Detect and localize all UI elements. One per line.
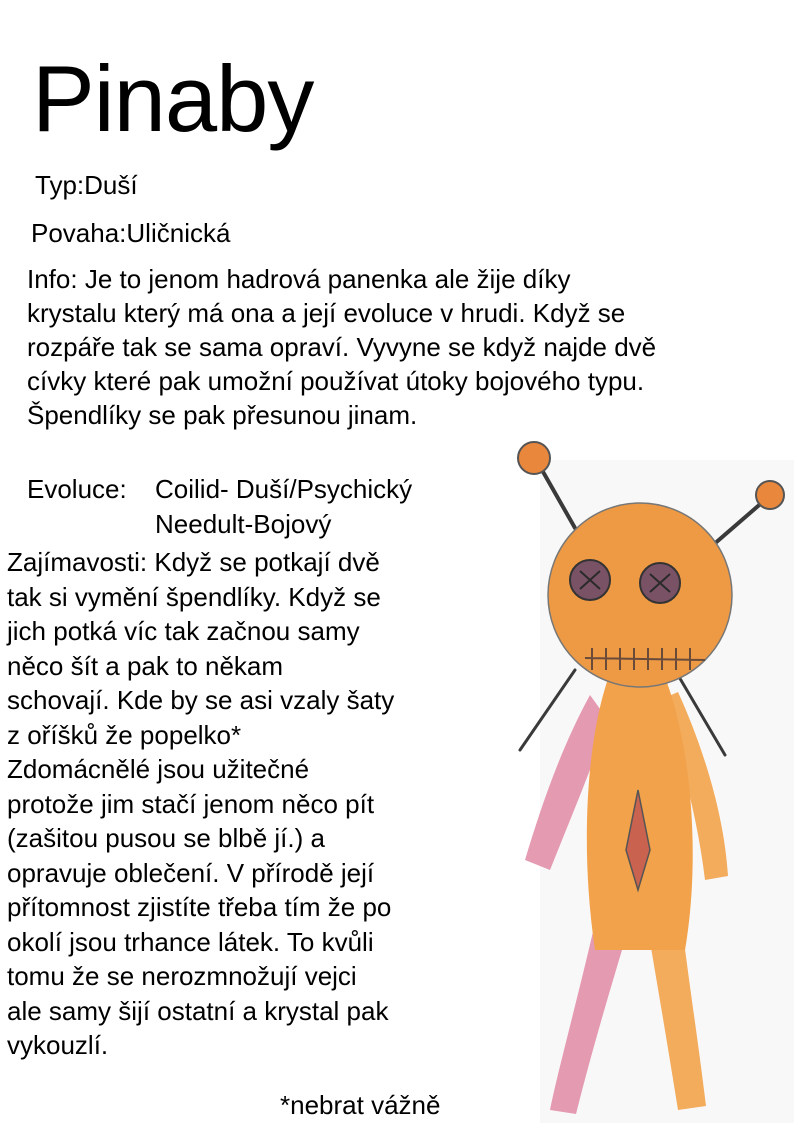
trivia-paragraph [7, 545, 394, 1063]
trivia-line: vykouzlí. [7, 1030, 109, 1060]
evolution-line: Coilid- Duší/Psychický [155, 474, 413, 504]
evolution-label: Evoluce: [27, 474, 127, 504]
info-line: Špendlíky se pak přesunou jinam. [27, 400, 418, 430]
info-line: krystalu který má ona a její evoluce v hrudi. Když se [27, 298, 626, 328]
trivia-line: (zašitou pusou se blbě jí.) a [7, 823, 325, 853]
trivia-line: Zajímavosti: Když se potkají dvě [7, 547, 380, 577]
type-line: Typ:Duší [35, 170, 138, 200]
trivia-line: z oříšků že popelko* [7, 719, 242, 750]
footnote: *nebrat vážně [280, 1090, 441, 1120]
trivia-line: opravuje oblečení. V přírodě její [7, 857, 375, 888]
info-line: rozpáře tak se sama opraví. Vyvyne se když najde dvě [27, 332, 657, 362]
info-line: cívky které pak umožní používat útoky bojového typu. [27, 366, 645, 396]
trivia-line: tomu že se nerozmnožují vejci [7, 961, 357, 991]
page-title: Pinaby [32, 46, 314, 151]
trivia-line: přítomnost zjistíte třeba tím že po [7, 892, 392, 922]
trivia-line: schovají. Kde by se asi vzaly šaty [7, 685, 395, 715]
evolution-line: Needult-Bojový [155, 509, 332, 539]
trivia-line: okolí jsou trhance látek. To kvůli [7, 926, 374, 957]
rag-doll-illustration [480, 430, 794, 1123]
trivia-line: něco šít a pak to někam [7, 650, 284, 681]
trivia-line: ale samy šijí ostatní a krystal pak [7, 995, 389, 1026]
trivia-line: jich potká víc tak začnou samy [7, 616, 360, 646]
trivia-line: protože jim stačí jenom něco pít [7, 788, 375, 819]
trivia-line: Zdomácnělé jsou užitečné [7, 754, 310, 784]
antenna-head-left [518, 442, 550, 474]
nature-line: Povaha:Uličnická [31, 218, 231, 248]
trivia-line: tak si vymění špendlíky. Když se [7, 581, 381, 612]
info-paragraph [27, 262, 656, 432]
info-line: Info: Je to jenom hadrová panenka ale žije díky [27, 264, 571, 294]
antenna-head-right [756, 481, 784, 509]
